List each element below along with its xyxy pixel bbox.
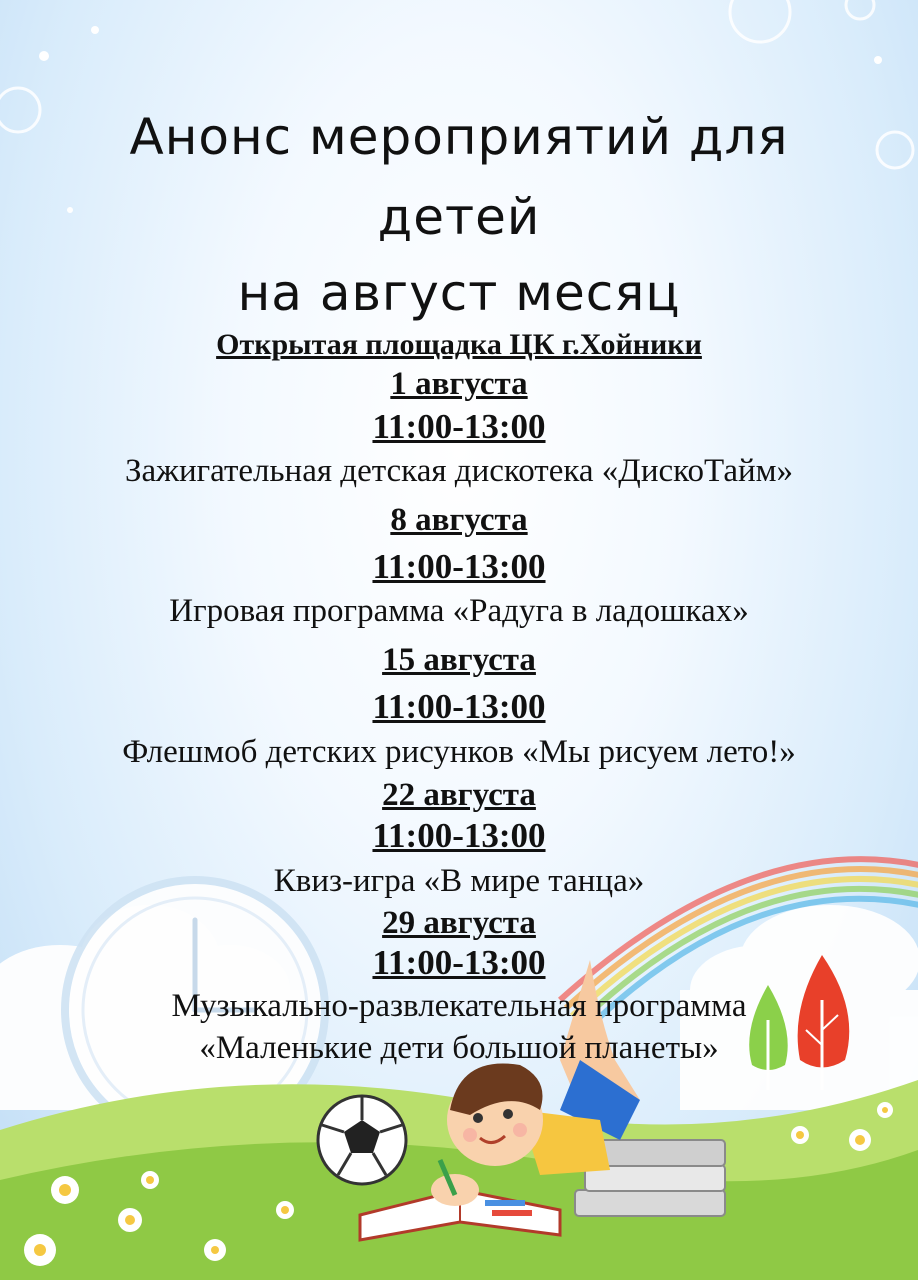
- venue-label: Открытая площадка ЦК г.Хойники: [216, 328, 702, 361]
- event-4-title: Квиз-игра «В мире танца»: [273, 863, 645, 899]
- event-5-title-line-2: «Маленькие дети большой планеты»: [199, 1030, 719, 1066]
- soccer-ball-icon: [318, 1096, 406, 1184]
- headline-line-1: Анонс мероприятий для: [129, 108, 789, 166]
- event-5-date: 29 августа: [382, 905, 536, 941]
- event-4-date: 22 августа: [382, 777, 536, 813]
- event-2-date: 8 августа: [390, 502, 528, 538]
- event-3-time: 11:00-13:00: [372, 687, 546, 726]
- event-5-time: 11:00-13:00: [372, 943, 546, 982]
- event-1-title: Зажигательная детская дискотека «ДискоТайм»: [124, 453, 794, 489]
- event-1-date: 1 августа: [390, 366, 528, 402]
- event-4-time: 11:00-13:00: [372, 816, 546, 855]
- event-1-time: 11:00-13:00: [372, 407, 546, 446]
- event-3-date: 15 августа: [382, 642, 536, 678]
- headline-line-2: детей: [377, 188, 541, 246]
- event-2-time: 11:00-13:00: [372, 547, 546, 586]
- event-2-title: Игровая программа «Радуга в ладошках»: [169, 593, 749, 629]
- event-3-title: Флешмоб детских рисунков «Мы рисуем лето!»: [122, 734, 796, 770]
- headline-line-3: на август месяц: [237, 264, 681, 322]
- event-5-title: Музыкально-развлекательная программа: [171, 988, 747, 1024]
